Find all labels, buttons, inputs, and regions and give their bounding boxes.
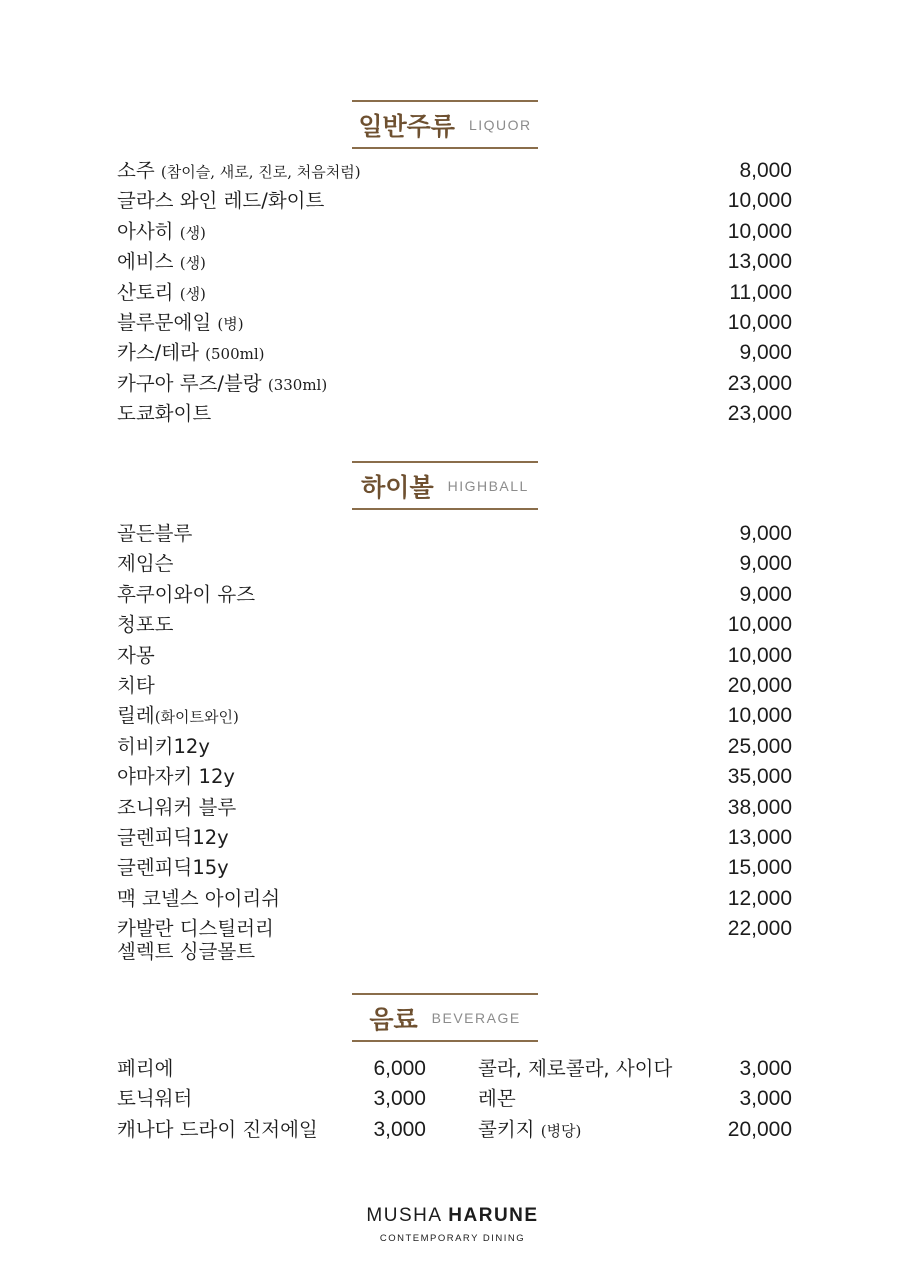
brand-name (0, 1205, 905, 1227)
menu-item: 소주 (참이슬, 새로, 진로, 처음처럼) 8,000 (117, 159, 792, 182)
menu-item: 조니워커 블루 38,000 (117, 795, 792, 819)
menu-item: 치타 20,000 (117, 673, 792, 697)
menu-item: 아사히 (생) 10,000 (117, 219, 792, 243)
menu-item: 야마자키 12y 35,000 (117, 765, 792, 789)
brand-logo (0, 1205, 905, 1244)
menu-item: 글렌피딕12y 13,000 (117, 825, 792, 849)
liquor-title-en: LIQUOR (468, 116, 532, 133)
menu-item: 토닉워터 3,000 (117, 1087, 426, 1111)
menu-item: 글렌피딕15y 15,000 (117, 856, 792, 880)
menu-item: 제임슨 9,000 (117, 552, 792, 576)
menu-item: 페리에 6,000 (117, 1057, 426, 1080)
beverage-title-ko: 음료 (369, 1004, 418, 1034)
menu-item: 블루문에일 (병) 10,000 (117, 310, 792, 334)
liquor-header (352, 100, 538, 149)
menu-item: 산토리 (생) 11,000 (117, 280, 792, 304)
beverage-title-en: BEVERAGE (431, 1009, 521, 1026)
menu-item: 카스/테라 (500ml) 9,000 (117, 341, 792, 365)
menu-item: 릴레(화이트와인) 10,000 (117, 704, 792, 728)
menu-item: 레몬 3,000 (478, 1087, 792, 1111)
menu-item: 후쿠이와이 유즈 9,000 (117, 582, 792, 606)
brand-name-bold: HARUNE (448, 1205, 539, 1226)
menu-item: 콜라, 제로콜라, 사이다 3,000 (478, 1057, 792, 1080)
beverage-list-left (117, 1055, 426, 1146)
highball-title-en: HIGHBALL (447, 477, 529, 494)
menu-item: 도쿄화이트 23,000 (117, 402, 792, 426)
brand-name-light: MUSHA (366, 1205, 442, 1226)
menu-item: 글라스 와인 레드/화이트 10,000 (117, 189, 792, 213)
menu-item: 캐나다 드라이 진저에일 3,000 (117, 1117, 426, 1141)
menu-item: 히비키12y 25,000 (117, 734, 792, 758)
menu-item: 카구아 루즈/블랑 (330ml) 23,000 (117, 371, 792, 395)
menu-item: 에비스 (생) 13,000 (117, 250, 792, 274)
beverage-header (352, 993, 538, 1042)
menu-item: 콜키지 (병당) 20,000 (478, 1117, 792, 1141)
menu-item: 카발란 디스틸러리 셀렉트 싱글몰트 22,000 (117, 917, 792, 964)
liquor-list (117, 157, 792, 431)
menu-item: 자몽 10,000 (117, 643, 792, 667)
brand-tagline: CONTEMPORARY DINING (379, 1233, 526, 1244)
menu-item: 청포도 10,000 (117, 613, 792, 637)
highball-title-ko: 하이볼 (361, 472, 434, 502)
liquor-title-ko: 일반주류 (358, 111, 455, 141)
beverage-list-right (478, 1055, 792, 1146)
highball-list (117, 520, 792, 965)
menu-item: 골든블루 9,000 (117, 522, 792, 545)
menu-item: 맥 코넬스 아이리쉬 12,000 (117, 886, 792, 910)
highball-header (352, 461, 538, 510)
